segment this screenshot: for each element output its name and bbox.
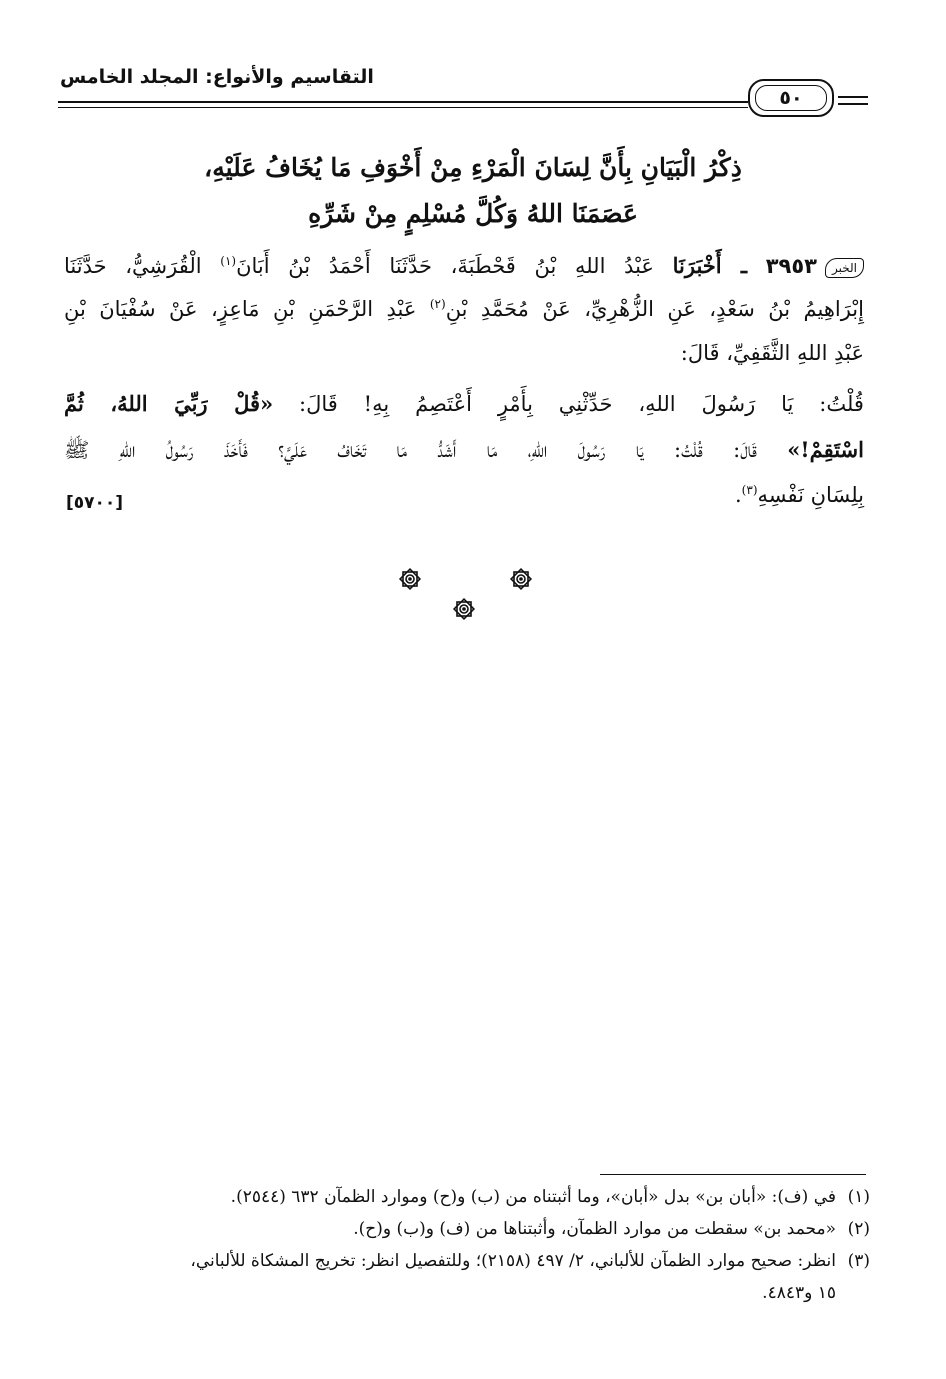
- footnote-number: (١): [847, 1187, 870, 1207]
- footnote-number: (٣): [847, 1251, 870, 1271]
- isnad-text: عَبْدِ اللهِ الثَّقَفِيِّ، قَالَ:: [680, 341, 864, 365]
- footnote-text: ١٥ و٤٨٤٣.: [762, 1283, 836, 1303]
- matn-text: قَالَ: قُلْتُ: يَا رَسُولَ اللهِ، مَا أَشَدُّ مَا تَخَافُ عَلَيَّ؟ فَأَخَذَ رَسُولُ اللهِ ﷺ: [64, 438, 757, 462]
- footnote-2: [64, 1219, 870, 1239]
- matn-text: .: [734, 483, 742, 507]
- footnote-text: «محمد بن» سقطت من موارد الظمآن، وأثبتناها من (ف) و(ب) و(ح).: [353, 1219, 836, 1239]
- chapter-heading-line-1: ذِكْرُ الْبَيَانِ بِأَنَّ لِسَانَ الْمَرْءِ مِنْ أَخْوَفِ مَا يُخَافُ عَلَيْهِ،: [204, 153, 742, 182]
- matn-line-1: [64, 391, 864, 416]
- header-rule: [58, 107, 748, 108]
- header-rule: [838, 96, 868, 98]
- matn-line-2: [64, 437, 864, 468]
- hadith-badge: الخبر: [825, 258, 864, 278]
- ornament-icon: [397, 566, 423, 592]
- chapter-heading-line-2: عَصَمَنَا اللهُ وَكُلَّ مُسْلِمٍ مِنْ شَرِّهِ: [308, 199, 638, 228]
- isnad-lead: ـ أَخْبَرَنَا: [672, 253, 748, 278]
- footnote-marker[interactable]: (٢): [429, 297, 446, 311]
- matn-line-3: [64, 483, 864, 507]
- ornament-icon: [508, 566, 534, 592]
- footnote-3-continuation: [64, 1283, 870, 1303]
- footnote-marker[interactable]: (١): [220, 254, 237, 268]
- footnote-text: في (ف): «أبان بن» بدل «أبان»، وما أثبتناه من (ب) و(ح) وموارد الظمآن ٦٣٢ (٢٥٤٤).: [230, 1187, 836, 1207]
- isnad-line-2: [64, 297, 864, 321]
- isnad-text: الْقُرَشِيُّ، حَدَّثَنَا: [64, 254, 202, 278]
- footnote-text: انظر: صحيح موارد الظمآن للألباني، ٢/ ٤٩٧ (٢١٥٨)؛ وللتفصيل انظر: تخريج المشكاة للألباني،: [190, 1251, 836, 1271]
- page-number-frame: [748, 79, 834, 117]
- matn-quote: اسْتَقِمْ!»: [787, 437, 864, 462]
- matn-quote: «قُلْ رَبِّيَ اللهُ، ثُمَّ: [64, 391, 274, 416]
- hadith-number: ٣٩٥٣: [765, 254, 818, 278]
- matn-text: قُلْتُ: يَا رَسُولَ اللهِ، حَدِّثْنِي بِأَمْرٍ أَعْتَصِمُ بِهِ! قَالَ:: [299, 392, 864, 416]
- isnad-text: عَبْدُ اللهِ بْنُ قَحْطَبَةَ، حَدَّثَنَا أَحْمَدُ بْنُ أَبَانَ: [236, 254, 654, 278]
- footnote-separator: [600, 1174, 866, 1175]
- isnad-text: إِبْرَاهِيمُ بْنُ سَعْدٍ، عَنِ الزُّهْرِيِّ، عَنْ مُحَمَّدِ بْنِ: [445, 297, 864, 321]
- isnad-line-3: [64, 341, 864, 365]
- isnad-line-1: [64, 253, 864, 278]
- footnote-1: [64, 1187, 870, 1207]
- matn-text: بِلِسَانِ نَفْسِهِ: [757, 483, 864, 507]
- hadith-reference: [٥٧٠٠]: [66, 493, 124, 513]
- footnote-marker[interactable]: (٣): [741, 483, 758, 497]
- footnote-3: [64, 1251, 870, 1271]
- header-rule: [58, 101, 748, 103]
- isnad-text: عَبْدِ الرَّحْمَنِ بْنِ مَاعِزٍ، عَنْ سُفْيَانَ بْنِ: [64, 297, 417, 321]
- page-number: ٥٠: [755, 85, 827, 111]
- running-title: التقاسيم والأنواع: المجلد الخامس: [60, 66, 374, 88]
- header-rule: [838, 103, 868, 105]
- footnote-number: (٢): [847, 1219, 870, 1239]
- ornament-icon: [451, 596, 477, 622]
